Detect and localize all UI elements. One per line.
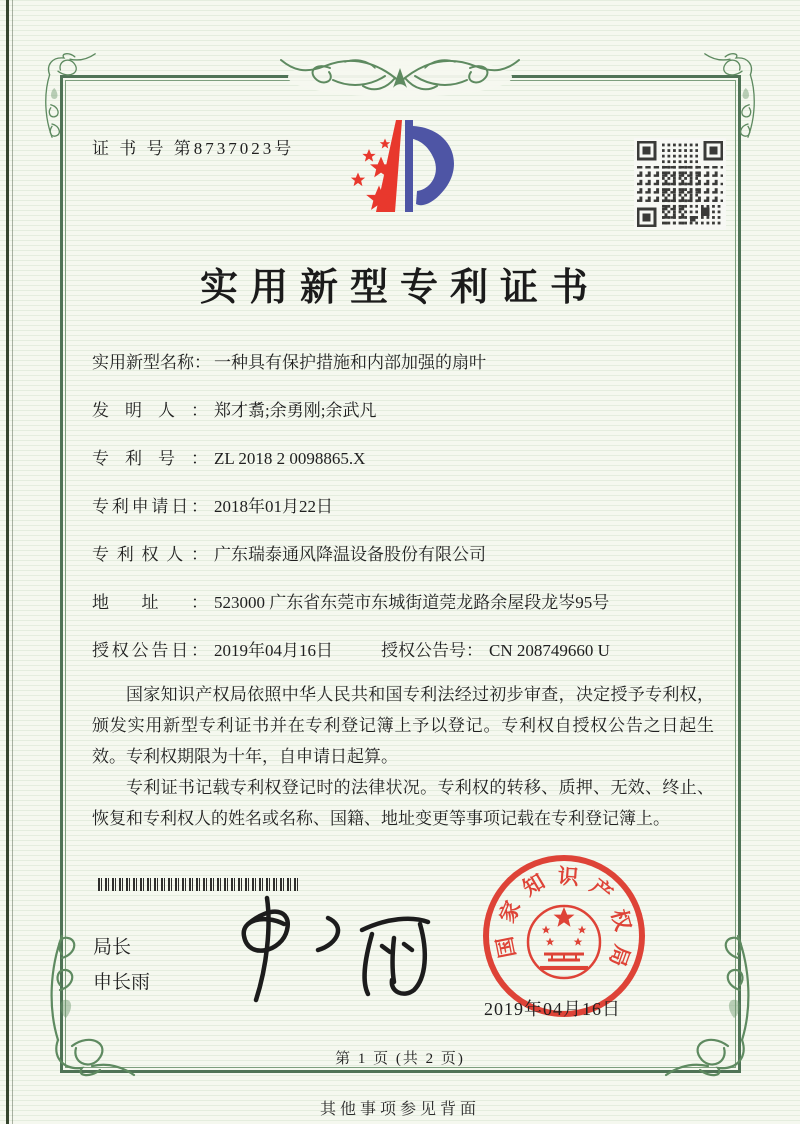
director-name: 申长雨 [93,972,151,993]
field-row-filing-date [92,496,710,518]
field-row-patentee [92,544,710,566]
field-value: 广东瑞泰通风降温设备股份有限公司 [214,545,486,564]
grant-date-value: 2019年04月16日 [214,641,333,660]
grant-no-value: CN 208749660 U [489,641,610,660]
top-right-flourish-ornament [700,52,766,142]
field-value: 一种具有保护措施和内部加强的扇叶 [214,353,486,372]
qr-code [634,138,726,230]
page-number-footer: 第 1 页 (共 2 页) [335,1051,465,1067]
field-list [92,352,710,688]
field-label: 发明人： [92,401,208,420]
field-row-inventors [92,400,710,422]
grant-no-label: 授权公告号： [381,641,483,660]
scan-left-edge [6,0,9,1132]
legal-paragraph-1: 国家知识产权局依照中华人民共和国专利法经过初步审查，决定授予专利权，颁发实用新型专利证书并在专利登记簿上予以登记。专利权自授权公告之日起生效。专利权期限为十年，自申请日起算。 [92,685,714,766]
bottom-right-flourish-ornament [658,928,768,1078]
scan-left-edge-line [12,0,13,1132]
director-title: 局长 [93,937,132,958]
legal-text-block [92,680,714,835]
certificate-title: 实用新型专利证书 [199,267,600,309]
field-label: 专利权人： [92,545,208,564]
field-row-name [92,352,710,374]
field-row-patent-number [92,448,710,470]
field-label: 地址： [92,593,208,612]
back-side-note: 其他事项参见背面 [319,1101,480,1118]
bottom-left-flourish-ornament [32,928,142,1078]
director-signature-icon [212,886,442,1006]
top-left-flourish-ornament [34,52,100,142]
scan-bottom-margin [0,1124,800,1132]
field-label: 专利号： [92,449,208,468]
field-value: 郑才翥;余勇刚;余武凡 [214,401,377,420]
top-center-flourish-ornament [265,42,535,112]
legal-paragraph-2: 专利证书记载专利权登记时的法律状况。专利权的转移、质押、无效、终止、恢复和专利权人的姓名或名称、国籍、地址变更等事项记载在专利登记簿上。 [92,777,714,828]
seal-date: 2019年04月16日 [484,999,621,1019]
grant-date-label: 授权公告日： [92,641,208,660]
field-value: 2018年01月22日 [214,497,333,516]
field-value: ZL 2018 2 0098865.X [214,449,366,468]
field-row-address [92,592,710,614]
seal-text: 国家知识产权局 [492,864,636,970]
cnipa-logo-icon [333,114,463,238]
certificate-number: 证 书 号 第8737023号 [92,139,295,158]
field-value: 523000 广东省东莞市东城街道莞龙路余屋段龙岑95号 [214,593,610,612]
field-label: 实用新型名称： [92,353,211,372]
field-label: 专利申请日： [92,497,208,516]
field-row-grant [92,640,710,662]
